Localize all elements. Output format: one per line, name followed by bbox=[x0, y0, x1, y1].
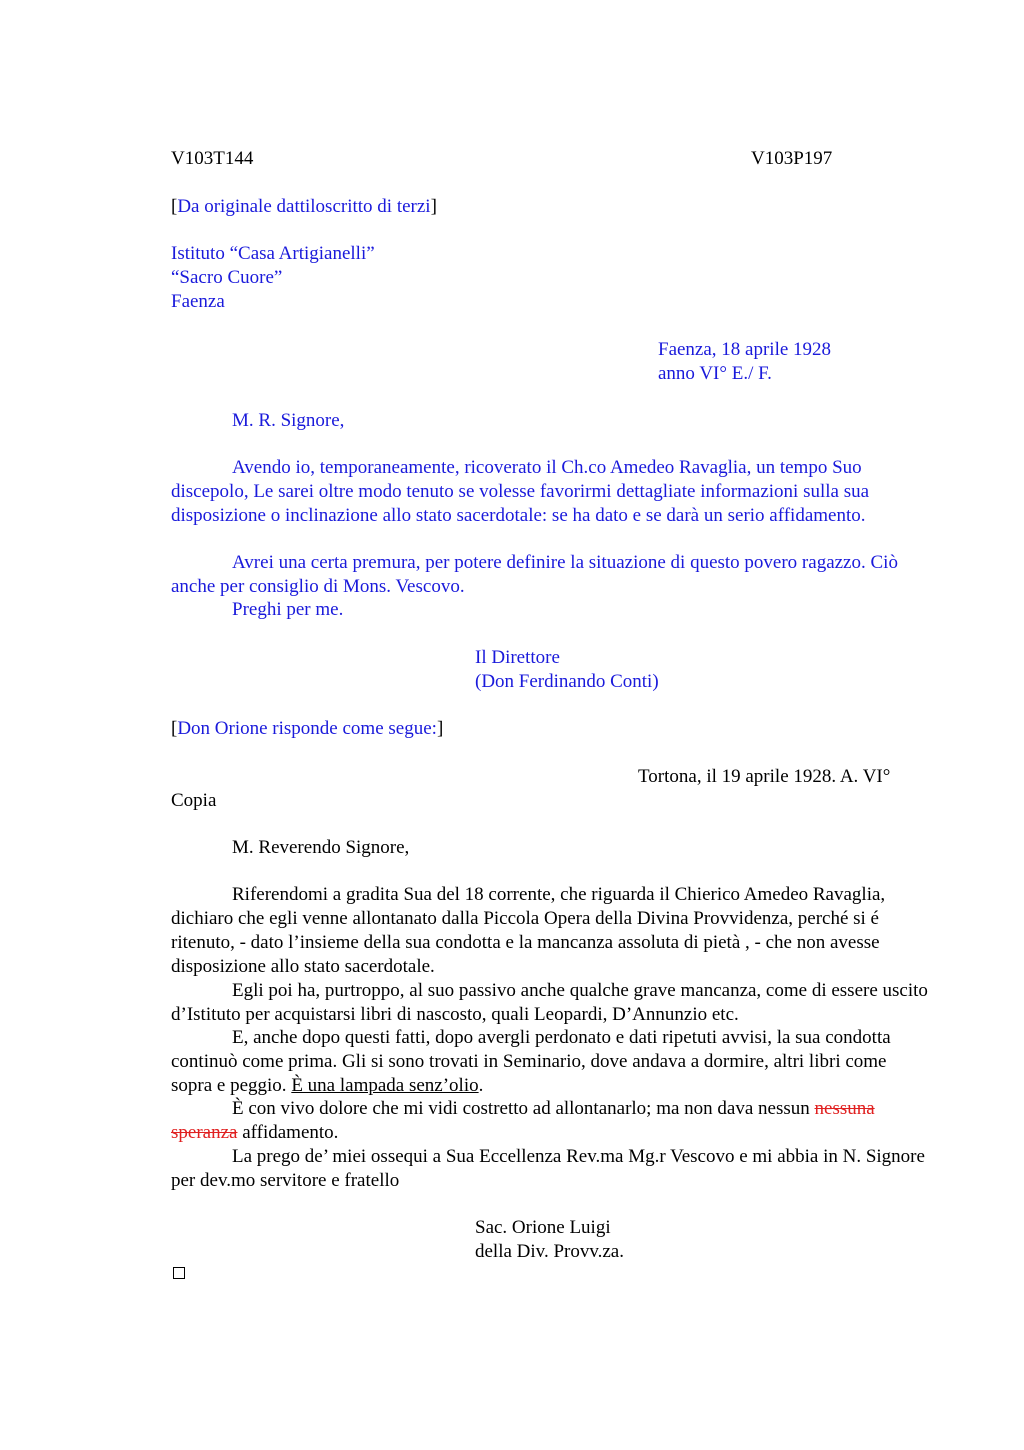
document-code-left: V103T144 bbox=[171, 148, 254, 169]
letter1-paragraph: Avrei una certa premura, per potere definire la situazione di questo povero ragazzo. Ciò anche per consiglio di Mons. Vescovo. bbox=[171, 552, 898, 597]
response-note: [Don Orione risponde come segue:] bbox=[171, 718, 444, 739]
struck-text: nessuna speranza bbox=[171, 1098, 875, 1143]
copy-label: Copia bbox=[171, 790, 217, 811]
letter2-signature-title: della Div. Provv.za. bbox=[475, 1241, 624, 1262]
square-marker-icon bbox=[173, 1267, 185, 1279]
letter1-paragraph: Preghi per me. bbox=[232, 599, 344, 620]
letter2-paragraph: Egli poi ha, purtroppo, al suo passivo anche qualche grave mancanza, come di essere uscito d’Istituto per acquistarsi libri di nascosto, quali Leopardi, D’Annunzio etc. bbox=[171, 980, 928, 1025]
letter1-salutation: M. R. Signore, bbox=[232, 410, 345, 431]
letterhead-line: Istituto “Casa Artigianelli” bbox=[171, 243, 375, 264]
document-code-right: V103P197 bbox=[751, 148, 833, 169]
letterhead-line: “Sacro Cuore” bbox=[171, 267, 283, 288]
source-note: [Da originale dattiloscritto di terzi] bbox=[171, 196, 437, 217]
letter2-paragraph: È con vivo dolore che mi vidi costretto ad allontanarlo; ma non dava nessun nessuna speranza affidamento. bbox=[171, 1098, 875, 1143]
letter1-date: Faenza, 18 aprile 1928 bbox=[658, 339, 832, 360]
letter1-date-year: anno VI° E./ F. bbox=[658, 363, 772, 384]
letter1-signature-name: (Don Ferdinando Conti) bbox=[475, 671, 659, 692]
letter2-paragraph: Riferendomi a gradita Sua del 18 corrente, che riguarda il Chierico Amedeo Ravaglia, dichiaro che egli venne allontanato dalla Piccola Opera della Divina Provvidenza, perché si é ritenuto, - dato l’insieme della sua condotta e la mancanza assoluta di pietà , - che non avesse disposizione allo stato sacerdotale. bbox=[171, 884, 886, 977]
letterhead-line: Faenza bbox=[171, 291, 225, 312]
underlined-phrase: È una lampada senz’olio bbox=[291, 1075, 479, 1096]
letter2-paragraph: E, anche dopo questi fatti, dopo avergli perdonato e dati ripetuti avvisi, la sua condotta continuò come prima. Gli si sono trovati in Seminario, dove andava a dormire, altri libri come sopra e peggio. È una lampada senz’olio. bbox=[171, 1027, 891, 1096]
letter1-paragraph: Avendo io, temporaneamente, ricoverato il Ch.co Amedeo Ravaglia, un tempo Suo discepolo, Le sarei oltre modo tenuto se volesse favorirmi dettagliate informazioni sulla sua disposizione o inclinazione allo stato sacerdotale: se ha dato e se darà un serio affidamento. bbox=[171, 457, 870, 526]
letter1-signature: Il Direttore bbox=[475, 647, 560, 668]
letter2-signature: Sac. Orione Luigi bbox=[475, 1217, 611, 1238]
letter2-paragraph: La prego de’ miei ossequi a Sua Eccellenza Rev.ma Mg.r Vescovo e mi abbia in N. Signore per dev.mo servitore e fratello bbox=[171, 1146, 925, 1191]
letter2-date: Tortona, il 19 aprile 1928. A. VI° bbox=[638, 766, 891, 787]
letter2-salutation: M. Reverendo Signore, bbox=[232, 837, 410, 858]
